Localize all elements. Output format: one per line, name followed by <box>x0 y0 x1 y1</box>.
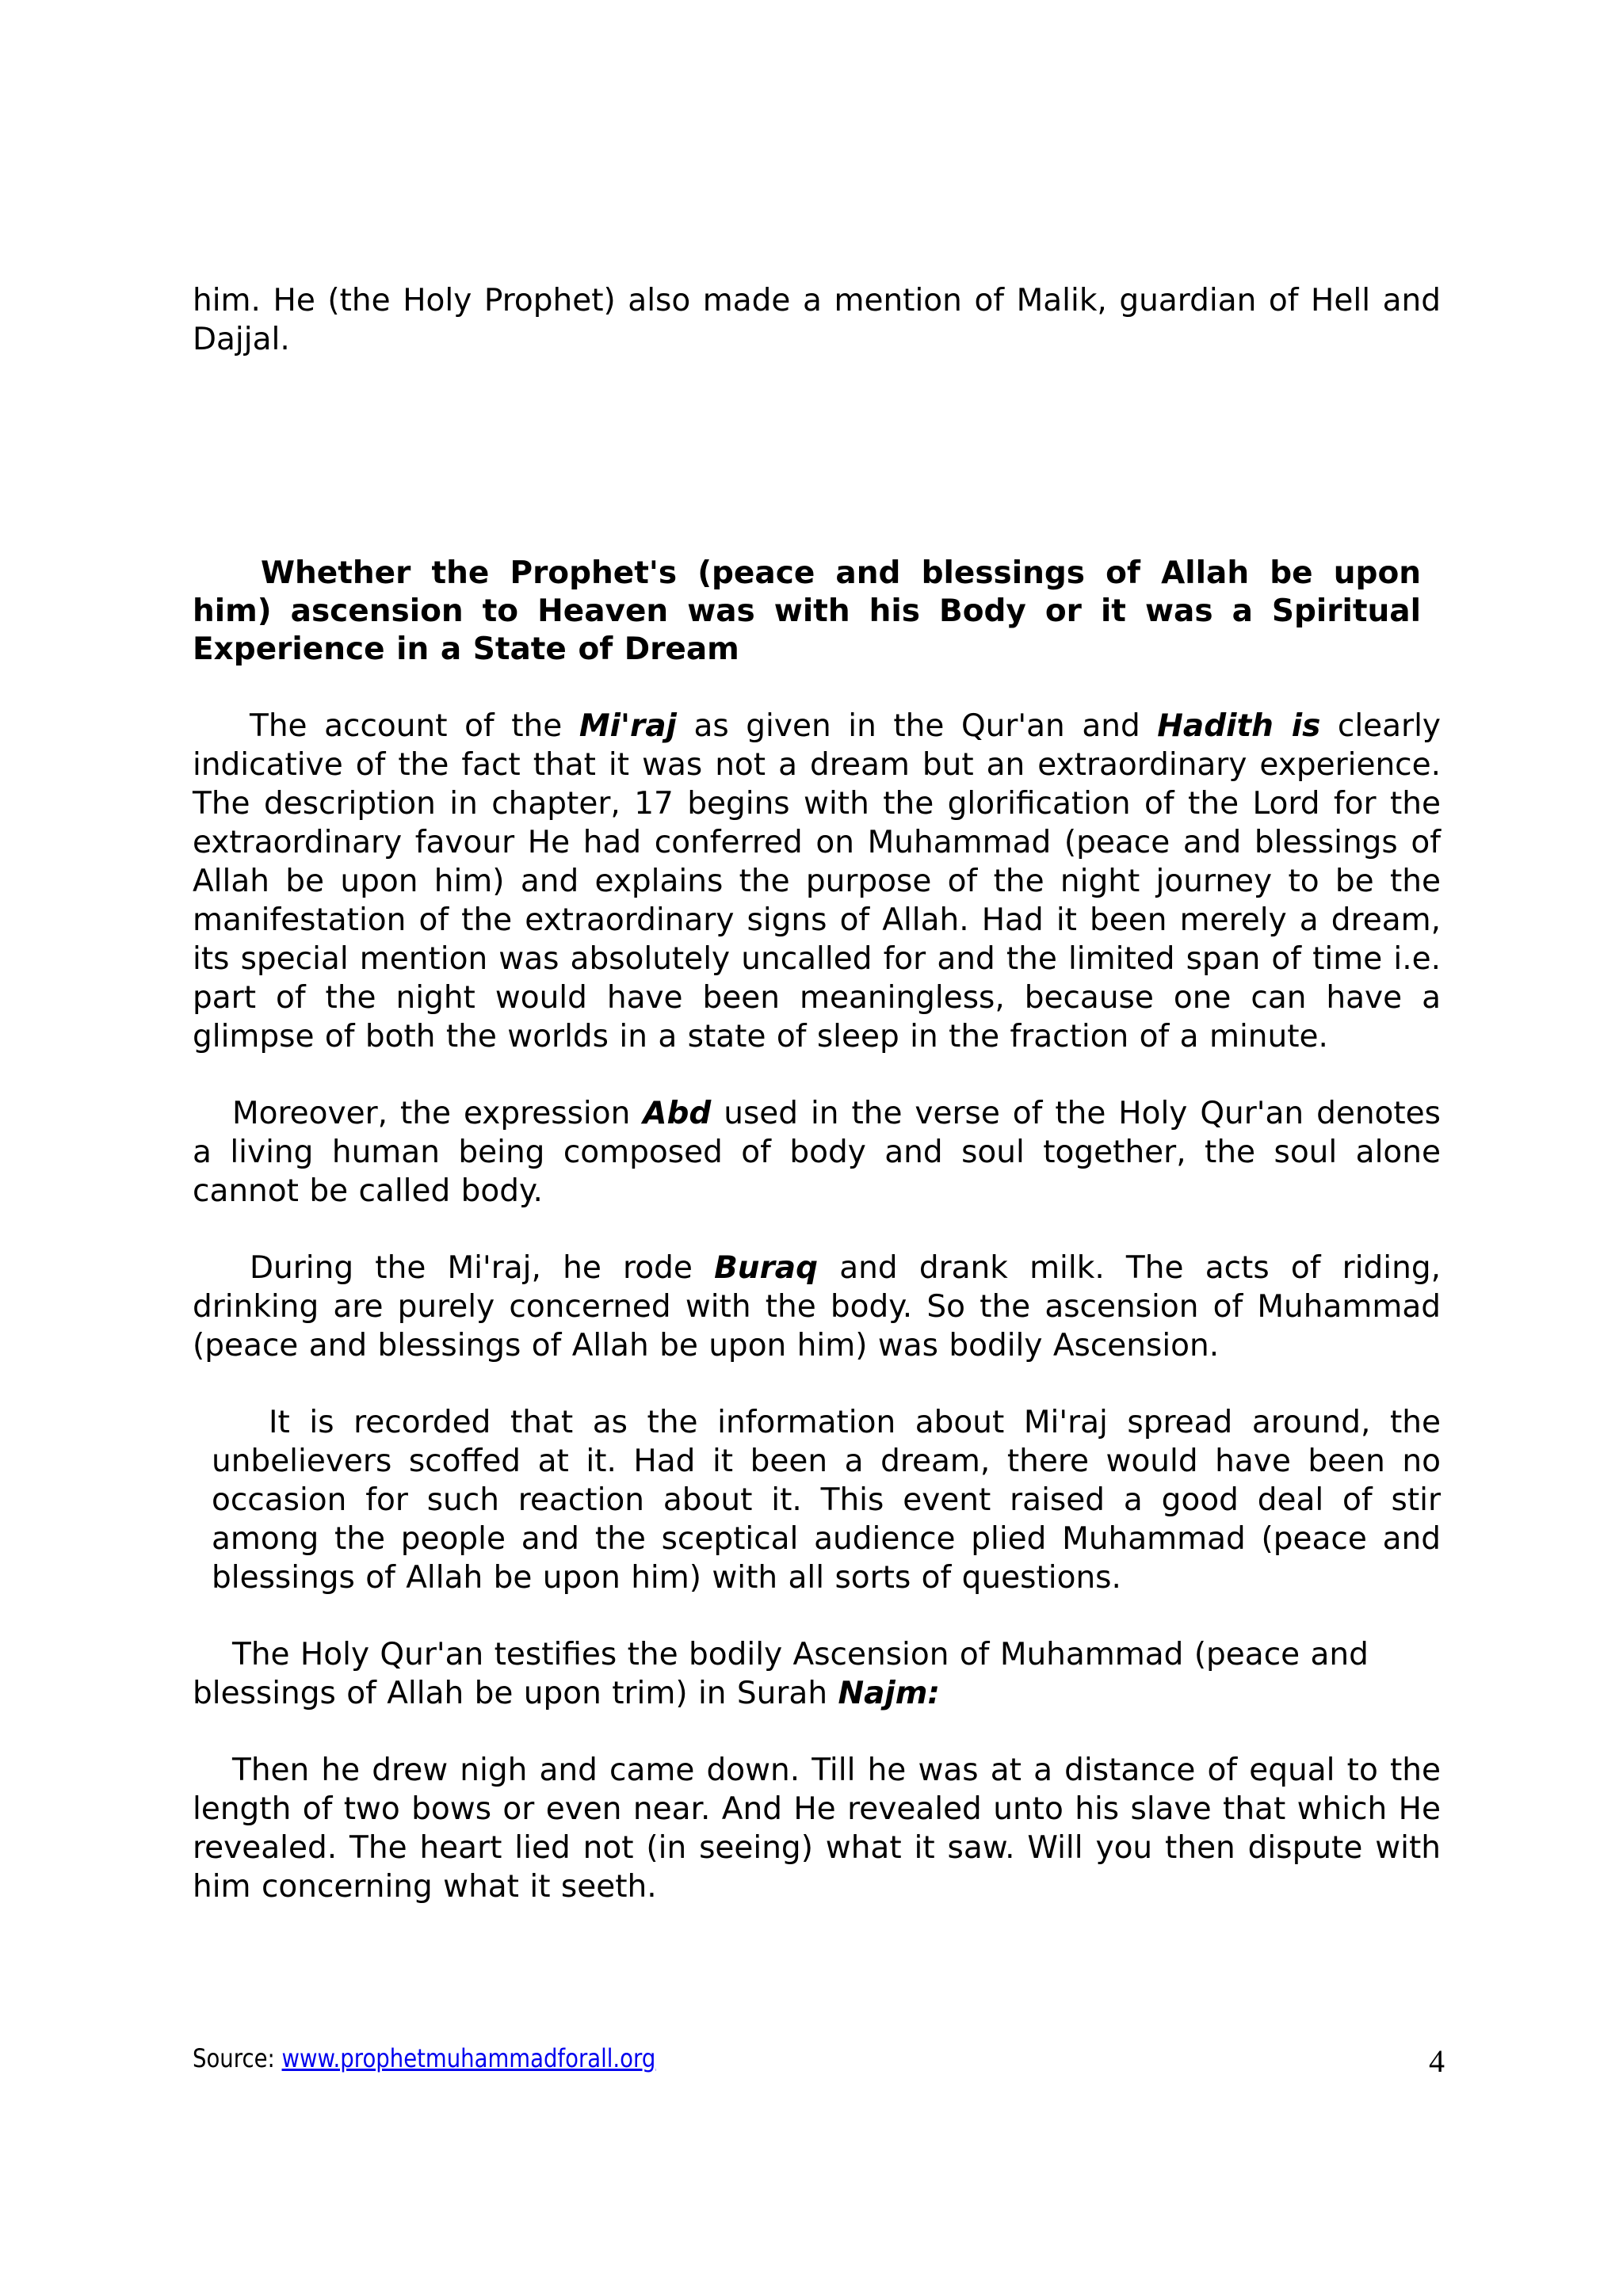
paragraph-text: The account of the <box>250 708 579 744</box>
paragraph-surah-najm <box>193 1635 1441 1713</box>
term-buraq: Buraq <box>714 1250 819 1286</box>
paragraph-text: During the Mi'raj, he rode <box>250 1250 715 1286</box>
page-footer <box>193 2041 1445 2081</box>
section-heading: Whether the Prophet's (peace and blessings of Allah be upon him) ascension to Heaven was with his Body or it was a Spiritual Experience in a State of Dream <box>193 555 1421 667</box>
source-label: Source: <box>193 2043 282 2073</box>
paragraph-text: clearly indicative of the fact that it was not a dream but an extraordinary experience. The description in chapter, 17 begins with the glorification of the Lord for the extraordinary favour He had conferred on Muhammad (peace and blessings of Allah be upon him) and explains the purpose of the night journey to be the manifestation of the extraordinary signs of Allah. Had it been merely a dream, its special mention was absolutely uncalled for and the limited span of time i.e. part of the night would have been meaningless, because one can have a glimpse of both the worlds in a state of sleep in the fraction of a minute. <box>193 708 1441 1055</box>
paragraph-unbelievers: It is recorded that as the information about Mi'raj spread around, the unbelievers scoffed at it. Had it been a dream, there would have been no occasion for such reaction about it. This event raised a good deal of stir among the people and the sceptical audience plied Muhammad (peace and blessings of Allah be upon him) with all sorts of questions. <box>212 1405 1441 1596</box>
term-abd: Abd <box>643 1096 712 1131</box>
paragraph-verse: Then he drew nigh and came down. Till he was at a distance of equal to the length of two bows or even near. And He revealed unto his slave that which He revealed. The heart lied not (in seeing) what it saw. Will you then dispute with him concerning what it seeth. <box>193 1753 1441 1905</box>
paragraph-abd <box>193 1094 1441 1211</box>
term-hadith: Hadith is <box>1157 708 1321 744</box>
page-number: 4 <box>1429 2043 1445 2079</box>
paragraph-text: Moreover, the expression <box>232 1096 643 1131</box>
term-najm: Najm: <box>838 1676 940 1711</box>
source-line <box>193 2041 655 2076</box>
source-link[interactable]: www.prophetmuhammadforall.org <box>281 2043 656 2073</box>
paragraph-text: and drank milk. The acts of riding, drinking are purely concerned with the body. So the ascension of Muhammad (peace and blessings of Allah be upon him) was bodily Ascension. <box>193 1250 1442 1363</box>
paragraph-buraq <box>193 1249 1441 1365</box>
term-miraj: Mi'raj <box>579 708 677 744</box>
paragraph-text: as given in the Qur'an and <box>676 708 1158 744</box>
paragraph-miraj-account <box>193 707 1441 1056</box>
page-content <box>193 281 1441 1906</box>
intro-paragraph: him. He (the Holy Prophet) also made a mention of Malik, guardian of Hell and Dajjal. <box>193 283 1441 357</box>
paragraph-text: The Holy Qur'an testifies the bodily Ascension of Muhammad (peace and blessings of Allah be upon trim) in Surah <box>193 1637 1369 1711</box>
paragraph-text: used in the verse of the Holy Qur'an denotes a living human being composed of body and soul together, the soul alone cannot be called body. <box>193 1096 1441 1209</box>
